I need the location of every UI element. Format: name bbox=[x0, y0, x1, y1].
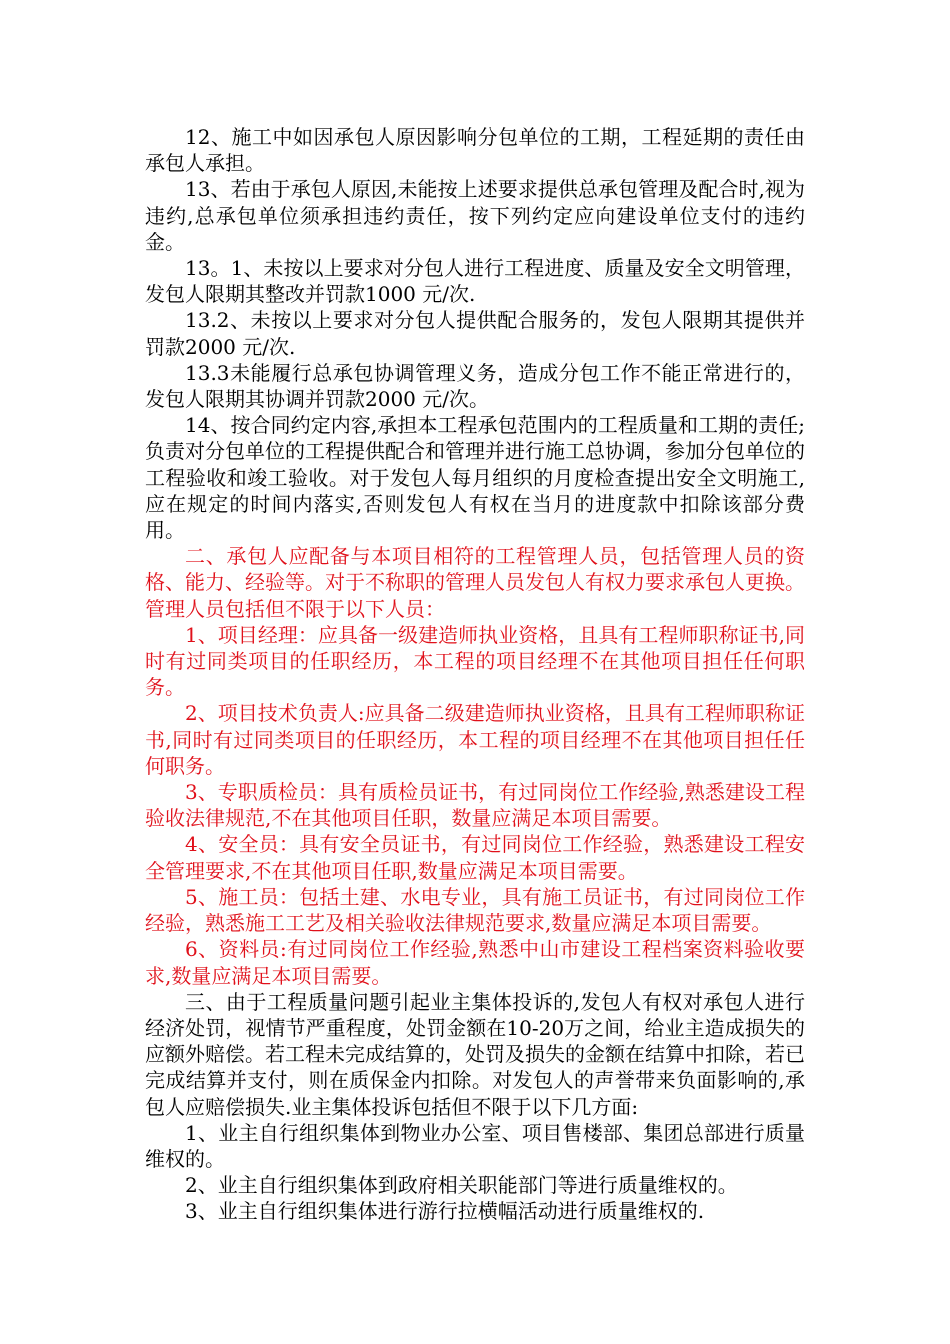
paragraph-technical-lead: 2、项目技术负责人:应具备二级建造师执业资格，且具有工程师职称证书,同时有过同类项目的任职经历，本工程的项目经理不在其他项目担任任何职务。 bbox=[145, 701, 805, 778]
paragraph-safety-officer: 4、安全员：具有安全员证书，有过同岗位工作经验，熟悉建设工程安全管理要求,不在其他项目任职,数量应满足本项目需要。 bbox=[145, 832, 805, 883]
paragraph-13: 13、若由于承包人原因,未能按上述要求提供总承包管理及配合时,视为违约,总承包单位须承担违约责任，按下列约定应向建设单位支付的违约金。 bbox=[145, 177, 805, 254]
paragraph-14: 14、按合同约定内容,承担本工程承包范围内的工程质量和工期的责任;负责对分包单位的工程提供配合和管理并进行施工总协调，参加分包单位的工程验收和竣工验收。对于发包人每月组织的月度检查提出安全文明施工,应在规定的时间内落实,否则发包人有权在当月的进度款中扣除该部分费用。 bbox=[145, 413, 805, 543]
paragraph-section-2: 二、承包人应配备与本项目相符的工程管理人员，包括管理人员的资格、能力、经验等。对于不称职的管理人员发包人有权力要求承包人更换。管理人员包括但不限于以下人员： bbox=[145, 544, 805, 621]
paragraph-document-clerk: 6、资料员:有过同岗位工作经验,熟悉中山市建设工程档案资料验收要求,数量应满足本项目需要。 bbox=[145, 937, 805, 988]
paragraph-12: 12、施工中如因承包人原因影响分包单位的工期，工程延期的责任由承包人承担。 bbox=[145, 125, 805, 176]
paragraph-13-1: 13。1、未按以上要求对分包人进行工程进度、质量及安全文明管理，发包人限期其整改并罚款1000 元/次. bbox=[145, 256, 805, 307]
paragraph-complaint-3: 3、业主自行组织集体进行游行拉横幅活动进行质量维权的. bbox=[185, 1199, 705, 1224]
paragraph-section-3: 三、由于工程质量问题引起业主集体投诉的,发包人有权对承包人进行经济处罚，视情节严重程度，处罚金额在10-20万之间，给业主造成损失的应额外赔偿。若工程未完成结算的，处罚及损失的金额在结算中扣除，若已完成结算并支付，则在质保金内扣除。对发包人的声誉带来负面影响的,承包人应赔偿损失.业主集体投诉包括但不限于以下几方面: bbox=[145, 989, 805, 1119]
document-page bbox=[145, 124, 805, 1225]
paragraph-complaint-2: 2、业主自行组织集体到政府相关职能部门等进行质量维权的。 bbox=[185, 1173, 738, 1198]
paragraph-13-2: 13.2、未按以上要求对分包人提供配合服务的，发包人限期其提供并罚款2000 元/次. bbox=[145, 308, 805, 359]
paragraph-13-3: 13.3未能履行总承包协调管理义务，造成分包工作不能正常进行的，发包人限期其协调并罚款2000 元/次。 bbox=[145, 360, 805, 412]
paragraph-complaint-1: 1、业主自行组织集体到物业办公室、项目售楼部、集团总部进行质量维权的。 bbox=[145, 1120, 805, 1171]
paragraph-project-manager: 1、项目经理：应具备一级建造师执业资格，且具有工程师职称证书,同时有过同类项目的任职经历，本工程的项目经理不在其他项目担任任何职务。 bbox=[145, 622, 805, 700]
paragraph-construction-worker: 5、施工员：包括土建、水电专业，具有施工员证书，有过同岗位工作经验，熟悉施工工艺及相关验收法律规范要求,数量应满足本项目需要。 bbox=[145, 884, 805, 936]
paragraph-quality-inspector: 3、专职质检员：具有质检员证书，有过同岗位工作经验,熟悉建设工程验收法律规范,不在其他项目任职，数量应满足本项目需要。 bbox=[145, 780, 805, 831]
